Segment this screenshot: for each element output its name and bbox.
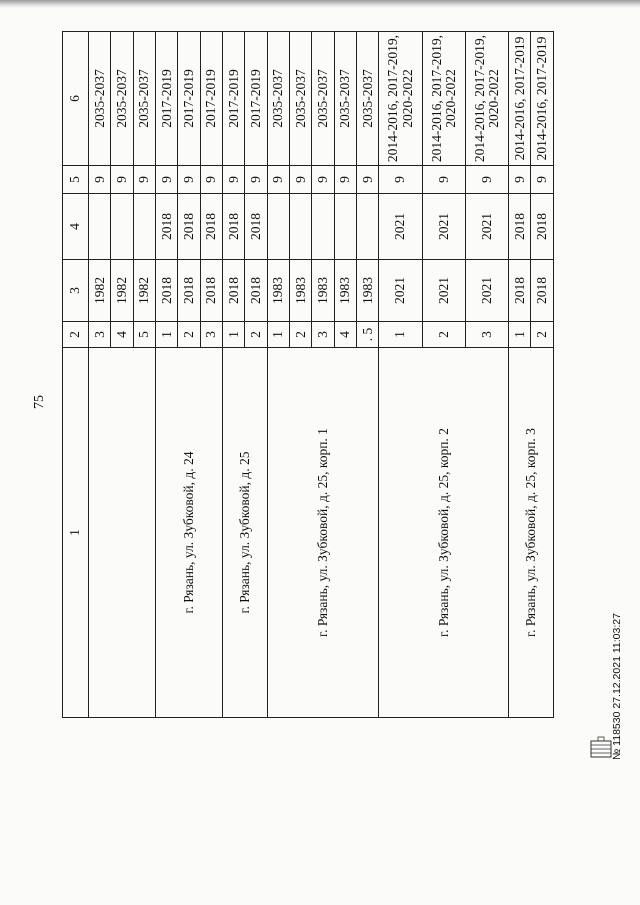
floors-cell: 9 [111, 166, 133, 194]
floors-cell: 9 [334, 166, 356, 194]
year-cell: 1983 [312, 260, 334, 322]
repair-year-cell: 2018 [223, 194, 245, 260]
table-row [509, 32, 531, 718]
period-cell: 2035-2037 [133, 32, 155, 166]
entrance-cell: 3 [312, 322, 334, 348]
housing-schedule-table [62, 31, 554, 718]
period-cell: 2017-2019 [223, 32, 245, 166]
repair-year-cell [267, 194, 289, 260]
entrance-cell: . 5 [357, 322, 379, 348]
period-cell: 2035-2037 [89, 32, 111, 166]
entrance-cell: 1 [379, 322, 422, 348]
period-cell: 2035-2037 [290, 32, 312, 166]
floors-cell: 9 [422, 166, 465, 194]
address-cell: г. Рязань, ул. Зубковой, д. 25, корп. 3 [509, 348, 554, 718]
repair-year-cell [312, 194, 334, 260]
period-cell: 2017-2019 [178, 32, 200, 166]
entrance-cell: 1 [223, 322, 245, 348]
table-row [156, 32, 178, 718]
repair-year-cell [133, 194, 155, 260]
header-cell: 1 [63, 348, 89, 718]
period-cell: 2035-2037 [267, 32, 289, 166]
floors-cell: 9 [357, 166, 379, 194]
repair-year-cell [111, 194, 133, 260]
period-cell: 2014-2016, 2017-2019, 2020-2022 [379, 32, 422, 166]
repair-year-cell: 2018 [509, 194, 531, 260]
entrance-cell: 3 [200, 322, 222, 348]
entrance-cell: 1 [509, 322, 531, 348]
year-cell: 2018 [156, 260, 178, 322]
entrance-cell: 1 [267, 322, 289, 348]
period-cell: 2014-2016, 2017-2019 [509, 32, 531, 166]
period-cell: 2017-2019 [200, 32, 222, 166]
year-cell: 2021 [465, 260, 508, 322]
entrance-cell: 2 [290, 322, 312, 348]
entrance-cell: 4 [334, 322, 356, 348]
period-cell: 2014-2016, 2017-2019, 2020-2022 [465, 32, 508, 166]
repair-year-cell: 2018 [178, 194, 200, 260]
repair-year-cell [290, 194, 312, 260]
floors-cell: 9 [312, 166, 334, 194]
repair-year-cell: 2021 [422, 194, 465, 260]
entrance-cell: 3 [465, 322, 508, 348]
table-row [89, 32, 111, 718]
floors-cell: 9 [89, 166, 111, 194]
year-cell: 1983 [290, 260, 312, 322]
period-cell: 2017-2019 [156, 32, 178, 166]
floors-cell: 9 [267, 166, 289, 194]
floors-cell: 9 [509, 166, 531, 194]
period-cell: 2014-2016, 2017-2019, 2020-2022 [422, 32, 465, 166]
floors-cell: 9 [156, 166, 178, 194]
address-cell: г. Рязань, ул. Зубковой, д. 25, корп. 2 [379, 348, 509, 718]
floors-cell: 9 [133, 166, 155, 194]
table-row [379, 32, 422, 718]
year-cell: 1983 [334, 260, 356, 322]
registration-stamp: № 118530 27.12.2021 11:03:27 [611, 613, 623, 760]
floors-cell: 9 [178, 166, 200, 194]
year-cell: 2018 [223, 260, 245, 322]
period-cell: 2017-2019 [245, 32, 267, 166]
repair-year-cell: 2021 [379, 194, 422, 260]
entrance-cell: 5 [133, 322, 155, 348]
header-cell: 6 [63, 32, 89, 166]
period-cell: 2035-2037 [334, 32, 356, 166]
floors-cell: 9 [200, 166, 222, 194]
entrance-cell: 3 [89, 322, 111, 348]
floors-cell: 9 [379, 166, 422, 194]
repair-year-cell [334, 194, 356, 260]
year-cell: 2018 [509, 260, 531, 322]
table-row [267, 32, 289, 718]
repair-year-cell: 2018 [156, 194, 178, 260]
entrance-cell: 2 [422, 322, 465, 348]
year-cell: 1982 [111, 260, 133, 322]
address-cell: г. Рязань, ул. Зубковой, д. 24 [156, 348, 223, 718]
entrance-cell: 2 [178, 322, 200, 348]
year-cell: 1983 [267, 260, 289, 322]
header-cell: 5 [63, 166, 89, 194]
year-cell: 1983 [357, 260, 379, 322]
repair-year-cell [357, 194, 379, 260]
repair-year-cell: 2018 [245, 194, 267, 260]
period-cell: 2035-2037 [357, 32, 379, 166]
period-cell: 2035-2037 [111, 32, 133, 166]
period-cell: 2014-2016, 2017-2019 [531, 32, 554, 166]
address-cell: г. Рязань, ул. Зубковой, д. 25, корп. 1 [267, 348, 379, 718]
year-cell: 2018 [531, 260, 554, 322]
header-cell: 2 [63, 322, 89, 348]
entrance-cell: 2 [531, 322, 554, 348]
period-cell: 2035-2037 [312, 32, 334, 166]
repair-year-cell: 2018 [531, 194, 554, 260]
floors-cell: 9 [290, 166, 312, 194]
year-cell: 1982 [89, 260, 111, 322]
floors-cell: 9 [245, 166, 267, 194]
year-cell: 2018 [200, 260, 222, 322]
floors-cell: 9 [465, 166, 508, 194]
year-cell: 2021 [379, 260, 422, 322]
repair-year-cell [89, 194, 111, 260]
year-cell: 2018 [245, 260, 267, 322]
entrance-cell: 1 [156, 322, 178, 348]
floors-cell: 9 [531, 166, 554, 194]
year-cell: 1982 [133, 260, 155, 322]
scan-edge [0, 0, 640, 8]
year-cell: 2018 [178, 260, 200, 322]
header-row [63, 32, 89, 718]
repair-year-cell: 2021 [465, 194, 508, 260]
header-cell: 4 [63, 194, 89, 260]
entrance-cell: 4 [111, 322, 133, 348]
entrance-cell: 2 [245, 322, 267, 348]
repair-year-cell: 2018 [200, 194, 222, 260]
address-cell: г. Рязань, ул. Зубковой, д. 25 [223, 348, 268, 718]
header-cell: 3 [63, 260, 89, 322]
floors-cell: 9 [223, 166, 245, 194]
page-number: 75 [32, 395, 47, 409]
year-cell: 2021 [422, 260, 465, 322]
address-cell [89, 348, 156, 718]
table-row [223, 32, 245, 718]
rotated-table-container [62, 32, 554, 718]
